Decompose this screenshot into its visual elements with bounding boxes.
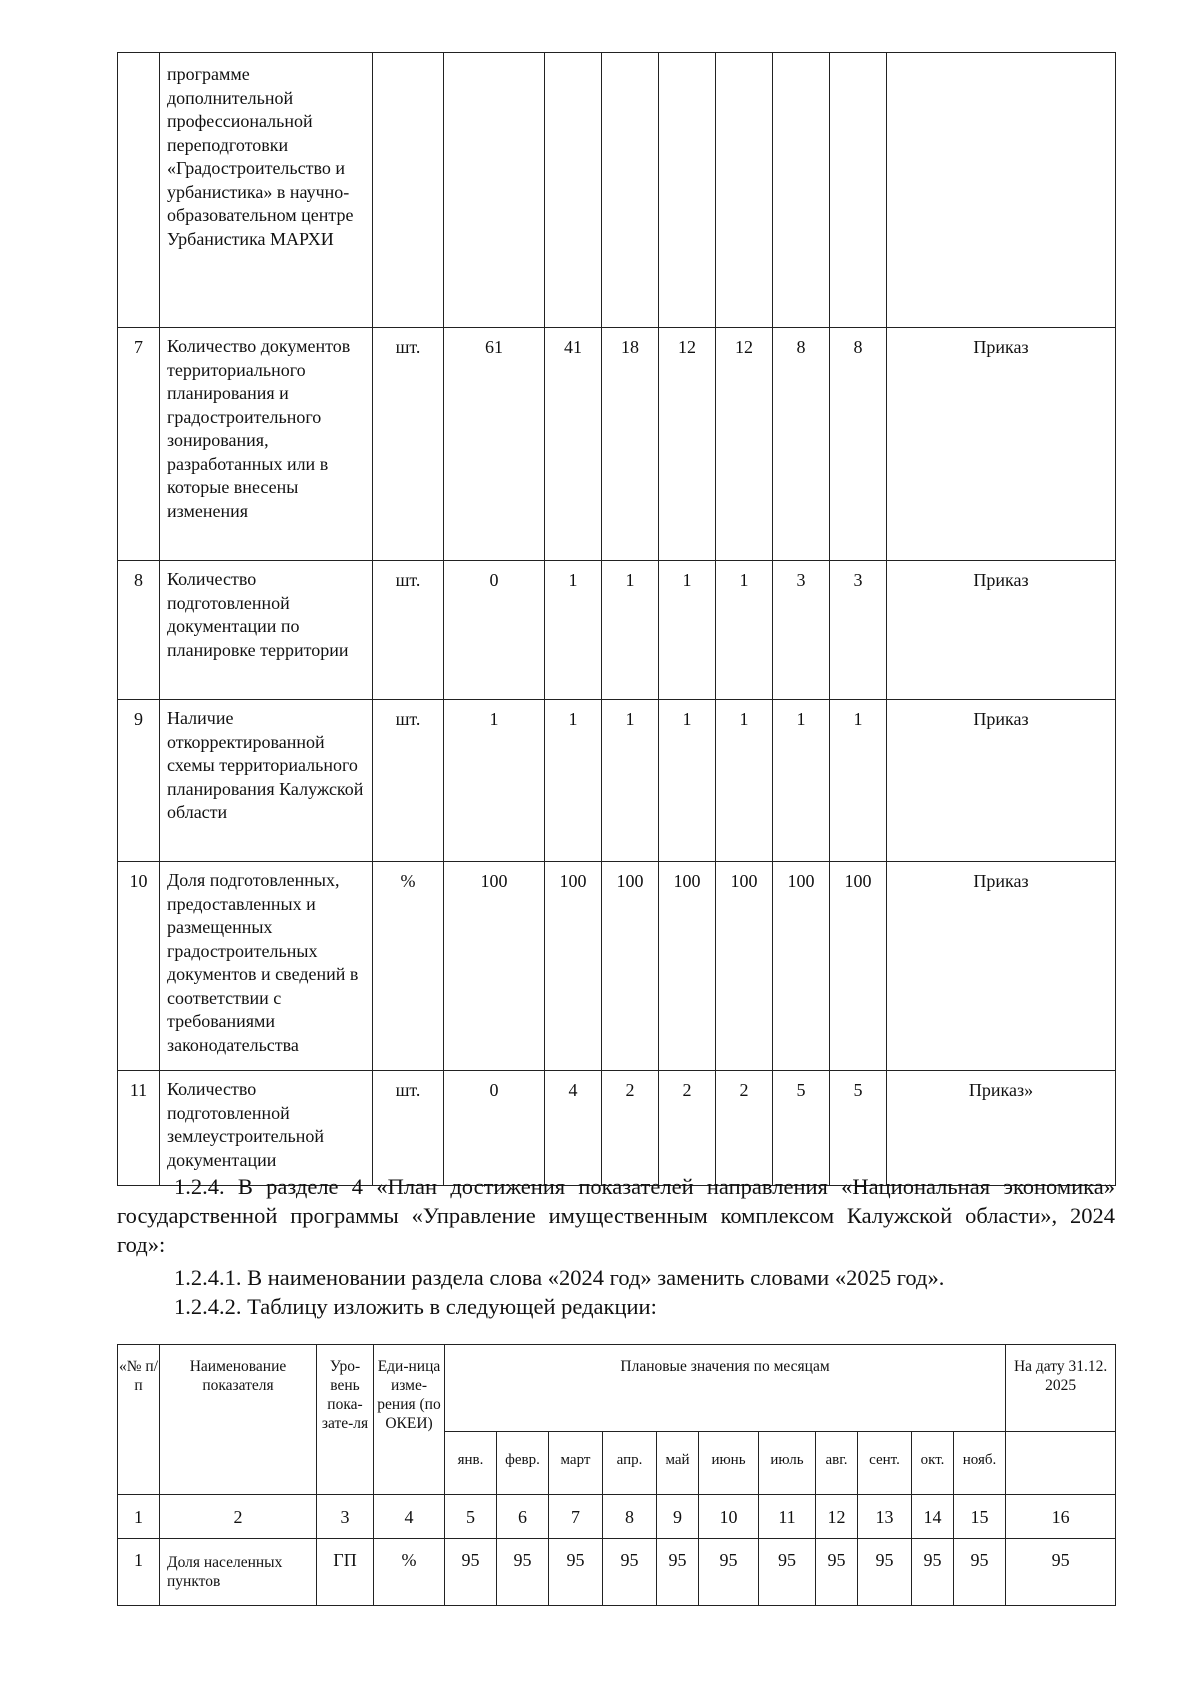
column-index: 9 (657, 1495, 699, 1539)
month-value: 95 (549, 1539, 603, 1606)
column-index: 3 (317, 1495, 374, 1539)
month-header: май (657, 1432, 699, 1495)
month-value: 95 (497, 1539, 549, 1606)
indicator-name: Наличие откорректированной схемы территориального планирования Калужской области (160, 700, 373, 862)
unit-cell: шт. (373, 1071, 444, 1186)
indicators-table (117, 52, 1116, 1186)
header-num: «№ п/п (118, 1345, 160, 1495)
value-cell: 1 (773, 700, 830, 862)
unit-cell (373, 53, 444, 328)
month-value: 95 (445, 1539, 497, 1606)
header-monthly: Плановые значения по месяцам (445, 1345, 1006, 1432)
indicator-name: Доля подготовленных, предоставленных и размещенных градостроительных документов и сведений в соответствии с требованиями законодательства (160, 862, 373, 1071)
table-row (118, 328, 1116, 561)
value-cell (659, 53, 716, 328)
month-header: авг. (816, 1432, 858, 1495)
row-number (118, 53, 160, 328)
month-value: 95 (858, 1539, 912, 1606)
month-value: 95 (912, 1539, 954, 1606)
value-cell: 1 (659, 561, 716, 700)
value-cell: 18 (602, 328, 659, 561)
row-name: Доля населенных пунктов (160, 1539, 317, 1606)
value-cell (830, 53, 887, 328)
value-cell: 1 (830, 700, 887, 862)
empty-cell (1006, 1432, 1116, 1495)
value-cell: 100 (659, 862, 716, 1071)
document-cell: Приказ» (887, 1071, 1116, 1186)
month-header: июль (759, 1432, 816, 1495)
header-unit: Еди-ница изме-рения (по ОКЕИ) (374, 1345, 445, 1495)
table-row (118, 700, 1116, 862)
header-date: На дату 31.12. 2025 (1006, 1345, 1116, 1432)
month-header: янв. (445, 1432, 497, 1495)
value-cell (444, 53, 545, 328)
value-cell (602, 53, 659, 328)
value-cell (773, 53, 830, 328)
column-index: 13 (858, 1495, 912, 1539)
row-num: 1 (118, 1539, 160, 1606)
header-name: Наименование показателя (160, 1345, 317, 1495)
document-cell: Приказ (887, 561, 1116, 700)
column-index: 16 (1006, 1495, 1116, 1539)
value-cell: 1 (545, 700, 602, 862)
table-row (118, 561, 1116, 700)
value-cell (716, 53, 773, 328)
month-value: 95 (699, 1539, 759, 1606)
paragraph-1-2-4: 1.2.4. В разделе 4 «План достижения показателей направления «Национальная экономика» государственной программы «Управление имущественным комплексом Калужской области», 2024 год»: (117, 1174, 1115, 1257)
row-unit: % (374, 1539, 445, 1606)
column-index: 7 (549, 1495, 603, 1539)
value-cell: 41 (545, 328, 602, 561)
row-number: 8 (118, 561, 160, 700)
value-cell: 1 (716, 561, 773, 700)
value-cell: 12 (659, 328, 716, 561)
value-cell: 1 (602, 700, 659, 862)
row-number: 10 (118, 862, 160, 1071)
column-index: 15 (954, 1495, 1006, 1539)
month-header: февр. (497, 1432, 549, 1495)
table-row (118, 862, 1116, 1071)
document-cell: Приказ (887, 700, 1116, 862)
value-cell: 12 (716, 328, 773, 561)
row-number: 11 (118, 1071, 160, 1186)
value-cell: 100 (444, 862, 545, 1071)
document-cell: Приказ (887, 328, 1116, 561)
value-cell: 3 (830, 561, 887, 700)
header-level: Уро-вень пока-зате-ля (317, 1345, 374, 1495)
unit-cell: шт. (373, 561, 444, 700)
month-header: нояб. (954, 1432, 1006, 1495)
value-cell: 1 (545, 561, 602, 700)
month-value: 95 (954, 1539, 1006, 1606)
document-cell (887, 53, 1116, 328)
value-cell: 5 (830, 1071, 887, 1186)
final-value: 95 (1006, 1539, 1116, 1606)
value-cell: 61 (444, 328, 545, 561)
indicator-name: Количество подготовленной документации по планировке территории (160, 561, 373, 700)
value-cell: 100 (716, 862, 773, 1071)
column-index: 6 (497, 1495, 549, 1539)
table-row (118, 53, 1116, 328)
value-cell: 1 (716, 700, 773, 862)
month-header: сент. (858, 1432, 912, 1495)
value-cell: 2 (602, 1071, 659, 1186)
value-cell: 3 (773, 561, 830, 700)
value-cell: 1 (602, 561, 659, 700)
column-index: 2 (160, 1495, 317, 1539)
month-header: окт. (912, 1432, 954, 1495)
value-cell: 0 (444, 561, 545, 700)
indicator-name: программе дополнительной профессиональной переподготовки «Градостроительство и урбанистика» в научно-образовательном центре Урбанистика МАРХИ (160, 53, 373, 328)
value-cell: 100 (602, 862, 659, 1071)
month-value: 95 (657, 1539, 699, 1606)
value-cell: 4 (545, 1071, 602, 1186)
month-value: 95 (759, 1539, 816, 1606)
indicator-name: Количество подготовленной землеустроительной документации (160, 1071, 373, 1186)
column-index: 14 (912, 1495, 954, 1539)
unit-cell: шт. (373, 328, 444, 561)
value-cell: 2 (716, 1071, 773, 1186)
monthly-plan-table (117, 1344, 1116, 1606)
column-index: 8 (603, 1495, 657, 1539)
column-index: 10 (699, 1495, 759, 1539)
value-cell: 100 (545, 862, 602, 1071)
row-number: 9 (118, 700, 160, 862)
document-cell: Приказ (887, 862, 1116, 1071)
unit-cell: % (373, 862, 444, 1071)
column-index: 11 (759, 1495, 816, 1539)
column-index: 4 (374, 1495, 445, 1539)
month-header: март (549, 1432, 603, 1495)
unit-cell: шт. (373, 700, 444, 862)
value-cell: 0 (444, 1071, 545, 1186)
column-index: 1 (118, 1495, 160, 1539)
table-row (118, 1071, 1116, 1186)
row-number: 7 (118, 328, 160, 561)
value-cell: 1 (659, 700, 716, 862)
month-value: 95 (603, 1539, 657, 1606)
paragraph-1-2-4-2: 1.2.4.2. Таблицу изложить в следующей редакции: (174, 1294, 657, 1319)
value-cell: 100 (773, 862, 830, 1071)
value-cell: 100 (830, 862, 887, 1071)
indicator-name: Количество документов территориального планирования и градостроительного зонирования, разработанных или в которые внесены изменения (160, 328, 373, 561)
value-cell: 1 (444, 700, 545, 862)
column-index: 5 (445, 1495, 497, 1539)
value-cell: 5 (773, 1071, 830, 1186)
value-cell: 2 (659, 1071, 716, 1186)
paragraph-1-2-4-1: 1.2.4.1. В наименовании раздела слова «2024 год» заменить словами «2025 год». (174, 1265, 945, 1290)
value-cell: 8 (830, 328, 887, 561)
value-cell: 8 (773, 328, 830, 561)
month-header: июнь (699, 1432, 759, 1495)
row-level: ГП (317, 1539, 374, 1606)
month-header: апр. (603, 1432, 657, 1495)
column-index: 12 (816, 1495, 858, 1539)
value-cell (545, 53, 602, 328)
month-value: 95 (816, 1539, 858, 1606)
